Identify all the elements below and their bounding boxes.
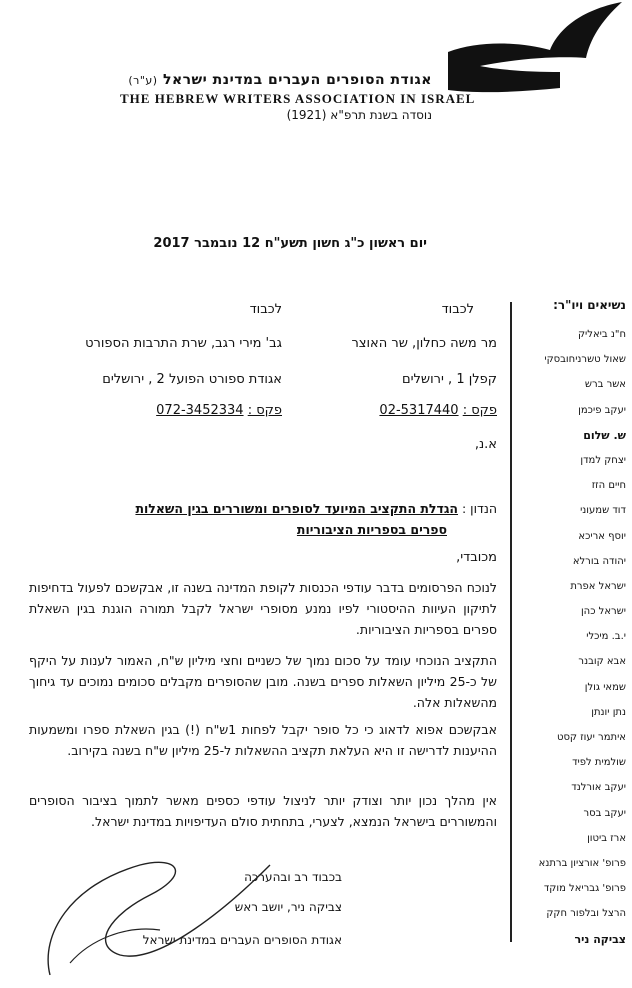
sidebar-member: י.ב. מיכלי [586, 631, 626, 643]
org-name-he-text: אגודת הסופרים העברים במדינת ישראל [162, 72, 432, 88]
greeting: מכובדי, [456, 550, 497, 565]
sidebar-member: הרצל ובלפור חקק [546, 908, 626, 920]
sidebar-member: יעקב בסר [583, 807, 626, 819]
sidebar-member: פרופ' גבריאל מוקד [543, 883, 626, 895]
salutation: א.נ, [474, 437, 497, 452]
sidebar-member: ח"נ ביאליק [577, 329, 626, 340]
sidebar-member: ישראל אפרת [570, 580, 626, 592]
sidebar-member: יוסף אריכא [578, 530, 626, 542]
recipient-left-to: לכבוד [249, 302, 282, 317]
org-suffix: (ע"ר) [128, 74, 158, 87]
presidents-sidebar [518, 298, 626, 952]
paragraph-4: אין מהלך נכון יותר וצודק יותר לניצול עודפי כספים מאשר לתמוך בציבור הסופרים והמשוררים בישראל הנמצא, לצערי, בתחתית סולם העדיפויות במדינת ישראל. [29, 793, 497, 829]
closing-regards: בכבוד רב ובהערכה [244, 870, 342, 884]
fax-label: פקס : [462, 403, 497, 418]
recipient-left-address: אגודת ספורט הפועל 2 , ירושלים [102, 372, 282, 387]
sidebar-member: איתמר יעוז קסט [556, 732, 626, 743]
recipient-right-to: לכבוד [441, 302, 474, 317]
handwritten-signature [30, 845, 290, 985]
sidebar-member: פרופ' אורציון ברתנא [538, 857, 626, 869]
sidebar-member: נתן יונתן [591, 706, 626, 718]
sidebar-member: שמאי גולן [584, 681, 626, 693]
sidebar-member: צביקה ניר [574, 932, 626, 946]
sidebar-member: ש. שלום [583, 428, 626, 442]
sidebar-member: ישראל כהן [580, 606, 626, 618]
fax-number: 02-5317440 [379, 403, 459, 418]
sidebar-member: דוד שמעוני [580, 505, 626, 517]
fax-label: פקס : [247, 403, 282, 418]
subject-line-1: הגדלת התקציב המיועד לסופרים ומשוררים בגין השאלות [135, 501, 459, 516]
paragraph-3: אבקשכם אפוא לדאוג כי כל סופר יקבל לפחות 1ש"ח (!) בגין השאלת ספרו ומשמעות ההיענות לדרישה זו היא העלאת תקציב ההשאלות ל-25 מיליון ש"ח בשנה בקירוב. [29, 722, 497, 758]
sidebar-member: שאול טשרניחובסקי [544, 354, 626, 366]
sidebar-member: יעקב פיכמן [578, 404, 626, 416]
sidebar-member: שולמית לפיד [572, 757, 626, 769]
sidebar-member: אבא קובנר [578, 656, 626, 668]
sidebar-member: יצחק למדן [580, 454, 626, 466]
date-line: יום ראשון כ"ג חשון תשע"ח 12 נובמבר 2017 [153, 236, 427, 251]
org-name-hebrew [128, 72, 432, 88]
recipient-left-name: גב' מירי רגב, שרת התרבות הספורט [85, 336, 282, 351]
closing-signer: צביקה ניר, יושב ראש [234, 900, 342, 914]
subject-label: הנדון : [462, 501, 497, 516]
fax-number: 072-3452334 [156, 403, 244, 418]
org-name-english: THE HEBREW WRITERS ASSOCIATION IN ISRAEL [120, 91, 476, 106]
recipient-right-address: קפלן 1 , ירושלים [401, 372, 497, 387]
sidebar-member: יעקב אורלנד [571, 782, 626, 794]
sidebar-divider [510, 302, 512, 942]
sidebar-member: חיים הזז [591, 480, 626, 492]
closing-org: אגודת הסופרים העברים במדינת ישראל [142, 933, 342, 947]
sidebar-member: ארז ביטון [587, 832, 626, 844]
recipient-left-fax [156, 403, 282, 418]
recipient-right-fax [379, 403, 497, 418]
sidebar-title: נשיאים ויו"ר: [553, 298, 626, 312]
founded-line: נוסדה בשנת תרפ"א (1921) [286, 108, 432, 122]
subject-line-2: ספרים בספריות הציבוריות [296, 522, 447, 537]
sidebar-member: אשר ברש [584, 379, 626, 391]
sidebar-member: יהודה בורלא [572, 555, 626, 567]
paragraph-2: התקציב הנוכחי עומד על סכום נמוך של כשניים וחצי מיליון ש"ח, האמור לענות על היקף של כ-25 מיליון השאלות ספרים בשנה. מובן שהסופרים מקבלים סכומים נמוכים עד גיחוך מהשאלות אלה. [29, 653, 497, 710]
subject-block [27, 498, 497, 540]
recipient-right-name: מר משה כחלון, שר האוצר [351, 336, 497, 351]
paragraph-1: לנוכח הפרסומים בדבר עודפי הכנסות לקופת המדינה בשנה זו, אבקשכם לפעול בדחיפות לתיקון העיוות ההיסטורי לפיו נמנע מסופרי ישראל לקבל תמורה הוגנת בגין השאלת ספרים בספריות הציבוריות. [29, 580, 497, 637]
